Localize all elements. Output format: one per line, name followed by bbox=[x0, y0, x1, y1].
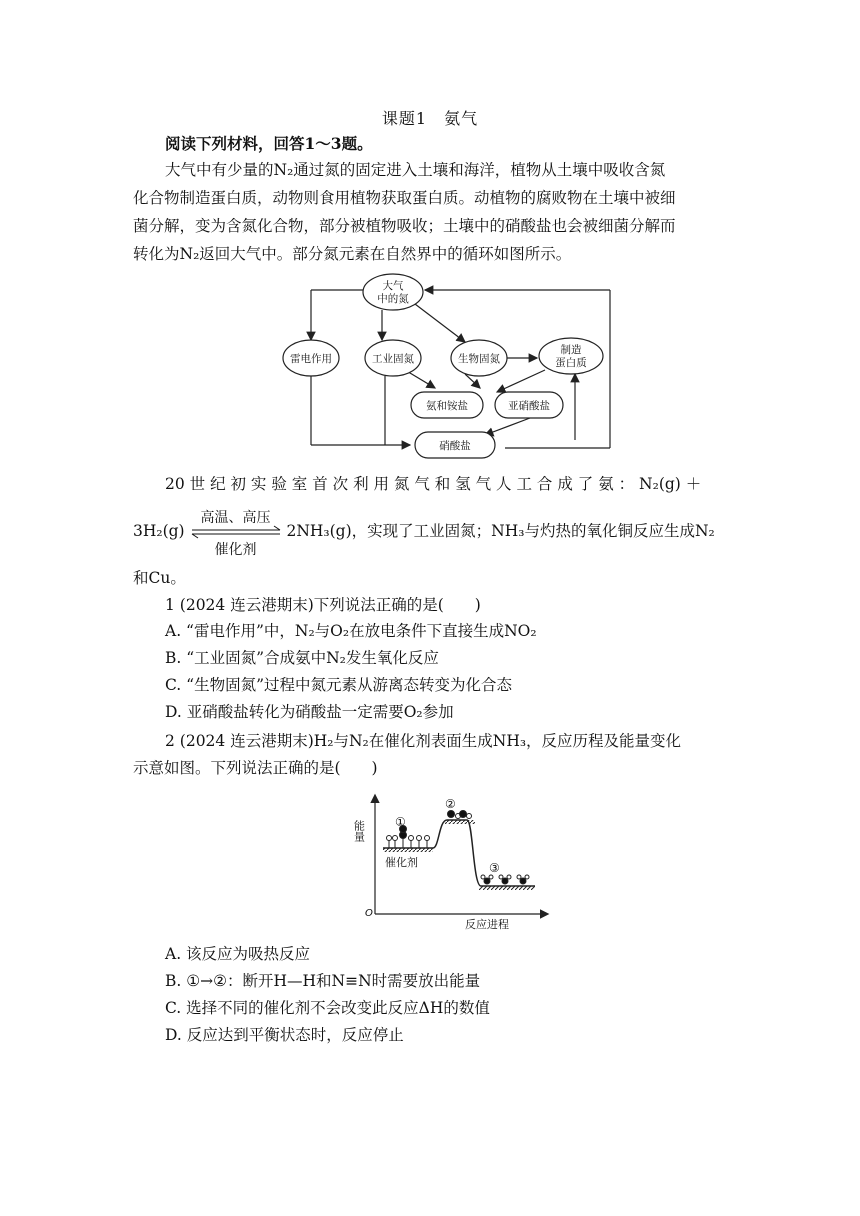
node-protein-line2: 蛋白质 bbox=[555, 357, 587, 369]
q2-option-a[interactable]: A. 该反应为吸热反应 bbox=[165, 945, 311, 963]
synthesis-reactant: 3H₂(g) bbox=[133, 522, 185, 540]
node-biological: 生物固氮 bbox=[458, 353, 500, 365]
stage-3-label: ③ bbox=[489, 861, 500, 875]
node-atm-line1: 大气 bbox=[382, 280, 404, 292]
passage-line-3: 菌分解，变为含氮化合物，部分被植物吸收；土壤中的硝酸盐也会被细菌分解而 bbox=[133, 217, 676, 235]
energy-xlabel: 反应进程 bbox=[465, 918, 509, 931]
condition-bottom: 催化剂 bbox=[214, 542, 257, 558]
q2-option-d[interactable]: D. 反应达到平衡状态时，反应停止 bbox=[165, 1026, 404, 1044]
passage-line-1: 大气中有少量的N₂通过氮的固定进入土壤和海洋，植物从土壤中吸收含氮 bbox=[165, 161, 666, 179]
synthesis-product: 2NH₃(g)，实现了工业固氮；NH₃与灼热的氧化铜反应生成N₂ bbox=[286, 522, 715, 540]
q2-stem-line-1: 2 (2024 连云港期末)H₂与N₂在催化剂表面生成NH₃，反应历程及能量变化 bbox=[165, 732, 682, 750]
q1-option-a[interactable]: A. “雷电作用”中，N₂与O₂在放电条件下直接生成NO₂ bbox=[165, 622, 537, 640]
equilibrium-arrow bbox=[190, 510, 282, 558]
catalyst-label: 催化剂 bbox=[385, 856, 418, 869]
synthesis-line-1: 20 世 纪 初 实 验 室 首 次 利 用 氮 气 和 氢 气 人 工 合 成 了 氨 ： N₂(g) ＋ bbox=[165, 475, 702, 493]
node-protein-line1: 制造 bbox=[560, 344, 582, 356]
synthesis-line-2 bbox=[133, 510, 733, 558]
energy-ylabel: 能量 bbox=[352, 820, 366, 842]
stage-2-label: ② bbox=[445, 797, 456, 811]
q1-option-b[interactable]: B. “工业固氮”合成氨中N₂发生氧化反应 bbox=[165, 649, 439, 667]
node-industrial: 工业固氮 bbox=[372, 353, 414, 365]
synthesis-line-3: 和Cu。 bbox=[133, 569, 186, 587]
q1-option-c[interactable]: C. “生物固氮”过程中氮元素从游离态转变为化合态 bbox=[165, 676, 513, 694]
q2-option-c[interactable]: C. 选择不同的催化剂不会改变此反应ΔH的数值 bbox=[165, 999, 490, 1017]
q1-stem: 1 (2024 连云港期末)下列说法正确的是( ) bbox=[165, 596, 481, 614]
node-ammonium: 氨和铵盐 bbox=[426, 400, 468, 412]
node-atm-line2: 中的氮 bbox=[377, 293, 409, 305]
page-title: 课题1 氨气 bbox=[381, 109, 479, 128]
passage-line-4: 转化为N₂返回大气中。部分氮元素在自然界中的循环如图所示。 bbox=[133, 245, 572, 263]
stage-1-label: ① bbox=[395, 815, 406, 829]
q1-option-d[interactable]: D. 亚硝酸盐转化为硝酸盐一定需要O₂参加 bbox=[165, 703, 454, 721]
energy-diagram bbox=[352, 790, 555, 931]
nitrogen-cycle-diagram bbox=[275, 270, 625, 460]
q2-option-b[interactable]: B. ①→②：断开H—H和N≡N时需要放出能量 bbox=[165, 972, 481, 990]
node-nitrate: 硝酸盐 bbox=[439, 440, 471, 452]
node-nitrite: 亚硝酸盐 bbox=[508, 400, 550, 412]
node-lightning: 雷电作用 bbox=[290, 353, 332, 365]
condition-top: 高温、高压 bbox=[200, 510, 271, 526]
intro-heading: 阅读下列材料，回答1～3题。 bbox=[165, 134, 373, 153]
passage-line-2: 化合物制造蛋白质，动物则食用植物获取蛋白质。动植物的腐败物在土壤中被细 bbox=[133, 189, 676, 207]
origin-label: O bbox=[365, 908, 373, 919]
q2-stem-line-2: 示意如图。下列说法正确的是( ) bbox=[133, 759, 378, 777]
